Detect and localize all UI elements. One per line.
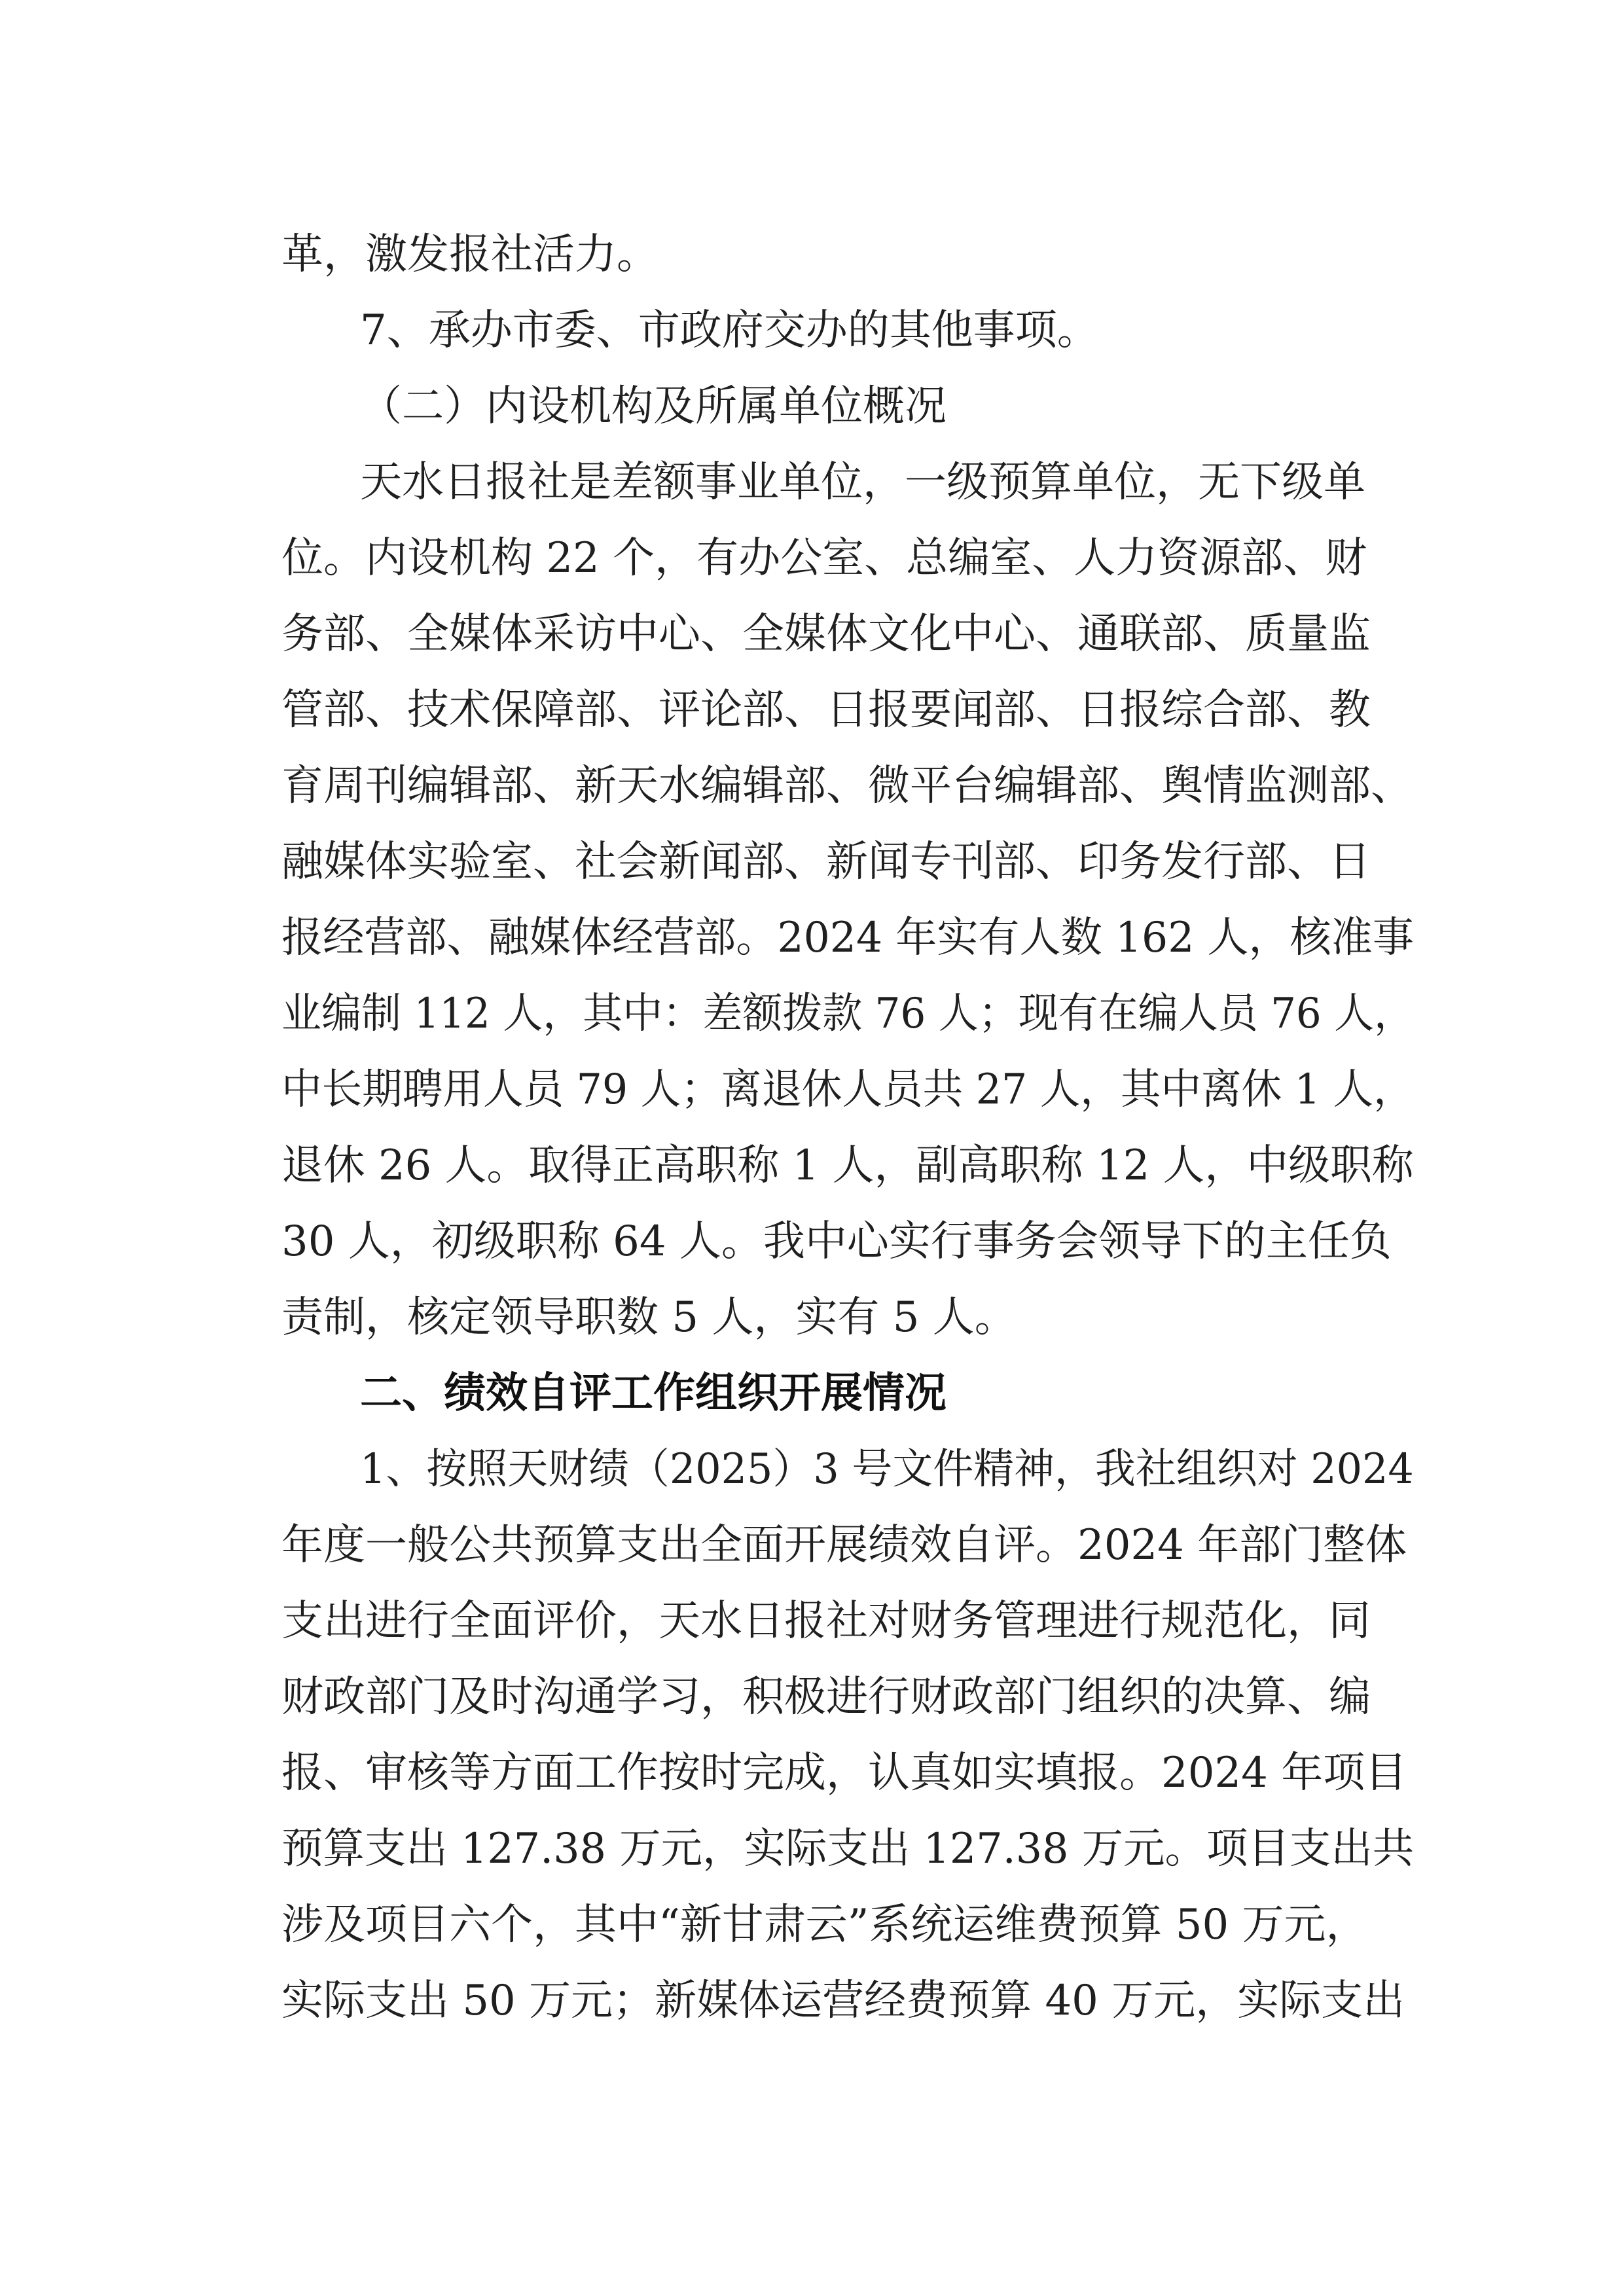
text-line: 支出进行全面评价，天水日报社对财务管理进行规范化，同 xyxy=(281,1597,1371,1645)
text-line: 融媒体实验室、社会新闻部、新闻专刊部、印务发行部、日 xyxy=(281,838,1371,886)
text-line: 涉及项目六个，其中“新甘肃云”系统运维费预算 50 万元， xyxy=(281,1901,1368,1949)
text-line: 中长期聘用人员 79 人；离退休人员共 27 人，其中离休 1 人， xyxy=(281,1066,1414,1114)
text-line: 位。内设机构 22 个，有办公室、总编室、人力资源部、财 xyxy=(281,534,1367,583)
text-line: 1、按照天财绩（2025）3 号文件精神，我社组织对 2024 xyxy=(360,1445,1414,1494)
text-line: 报经营部、融媒体经营部。2024 年实有人数 162 人，核准事 xyxy=(281,914,1415,962)
text-line: 年度一般公共预算支出全面开展绩效自评。2024 年部门整体 xyxy=(281,1521,1407,1570)
text-line: 责制，核定领导职数 5 人，实有 5 人。 xyxy=(281,1293,1017,1342)
section-heading: 二、绩效自评工作组织开展情况 xyxy=(360,1369,947,1418)
section-subheading: （二）内设机构及所属单位概况 xyxy=(360,382,947,431)
text-line: 财政部门及时沟通学习，积极进行财政部门组织的决算、编 xyxy=(281,1673,1371,1721)
text-line: 务部、全媒体采访中心、全媒体文化中心、通联部、质量监 xyxy=(281,610,1371,658)
text-line: 30 人，初级职称 64 人。我中心实行事务会领导下的主任负 xyxy=(281,1217,1392,1266)
text-line: 革，激发报社活力。 xyxy=(281,230,659,279)
text-line: 退休 26 人。取得正高职称 1 人，副高职称 12 人，中级职称 xyxy=(281,1141,1414,1190)
text-line: 实际支出 50 万元；新媒体运营经费预算 40 万元，实际支出 xyxy=(281,1977,1405,2025)
text-line: 业编制 112 人，其中：差额拨款 76 人；现有在编人员 76 人， xyxy=(281,990,1415,1038)
text-line: 报、审核等方面工作按时完成，认真如实填报。2024 年项目 xyxy=(281,1749,1407,1797)
text-line: 育周刊编辑部、新天水编辑部、微平台编辑部、舆情监测部、 xyxy=(281,762,1413,810)
text-line: 管部、技术保障部、评论部、日报要闻部、日报综合部、教 xyxy=(281,686,1371,734)
text-line: 7、承办市委、市政府交办的其他事项。 xyxy=(360,306,1099,355)
text-line: 预算支出 127.38 万元，实际支出 127.38 万元。项目支出共 xyxy=(281,1825,1415,1873)
text-line: 天水日报社是差额事业单位，一级预算单位，无下级单 xyxy=(360,458,1365,507)
